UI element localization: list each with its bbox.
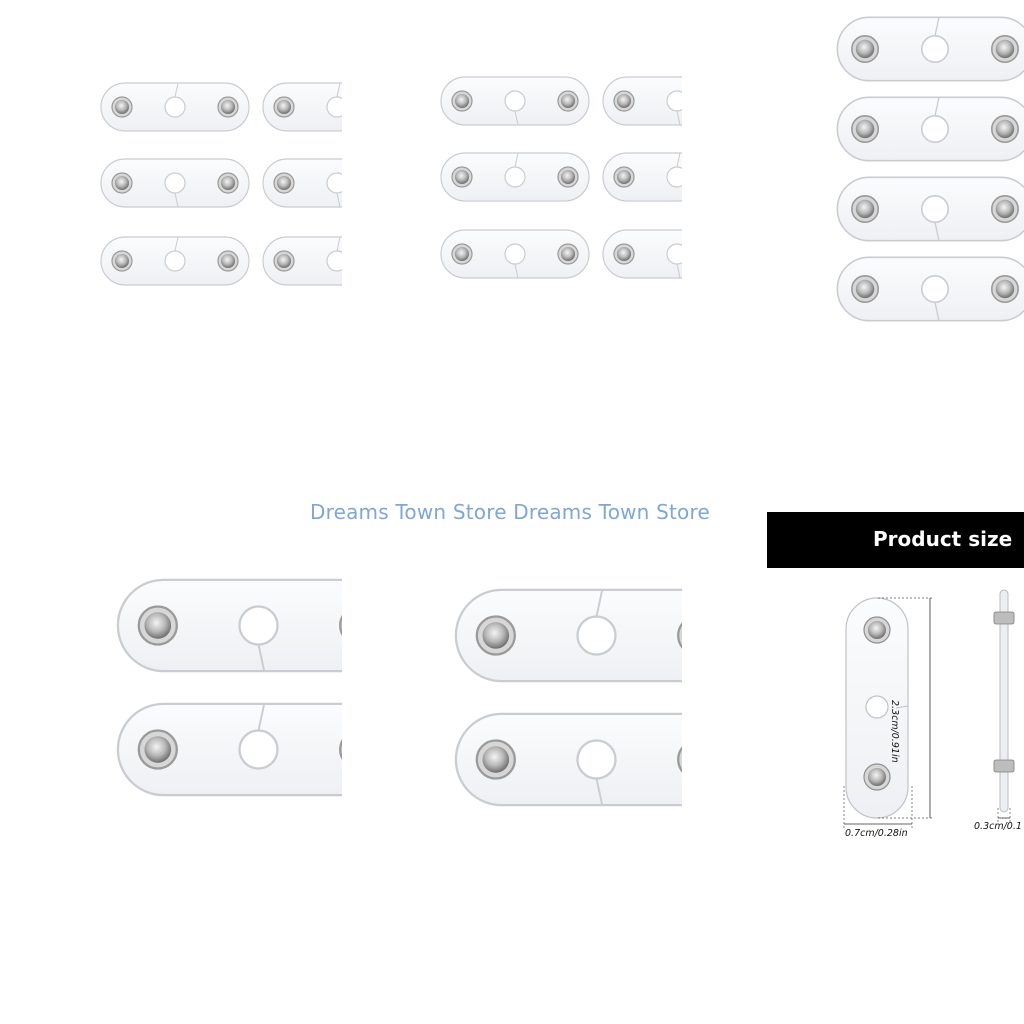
product-closeup-2 xyxy=(452,586,682,808)
thickness-dimension-label: 0.3cm/0.1 xyxy=(974,821,1022,832)
size-diagram-side xyxy=(990,588,1024,826)
product-image-grid-2 xyxy=(438,74,682,284)
side-plate xyxy=(990,588,1024,826)
product-image-grid-1 xyxy=(98,80,342,290)
product-size-banner xyxy=(767,512,1024,568)
plate-group xyxy=(452,586,682,808)
product-size-title: Product size xyxy=(873,527,1013,551)
height-dimension-label: 2.3cm/0.91in xyxy=(889,700,900,763)
product-closeup-1 xyxy=(114,576,342,798)
product-image-stack xyxy=(834,14,1024,326)
width-dimension-label: 0.7cm/0.28in xyxy=(845,828,908,839)
store-watermark: Dreams Town Store Dreams Town Store xyxy=(310,500,710,524)
plate-group xyxy=(438,74,682,284)
plate-group xyxy=(114,576,342,798)
plate-group xyxy=(834,14,1024,326)
plate-group xyxy=(98,80,342,290)
